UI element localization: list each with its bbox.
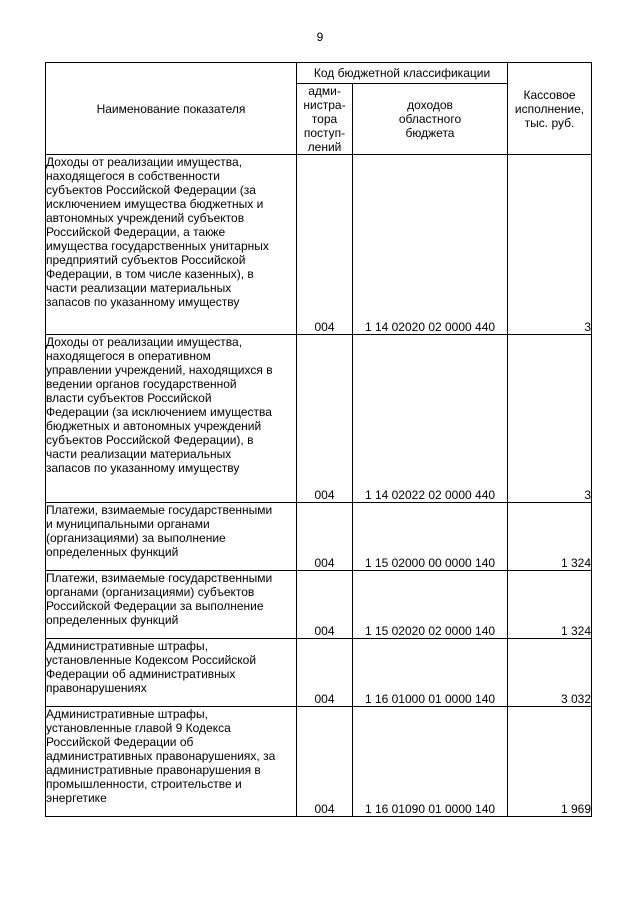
row-cash-execution: 3 032 (508, 639, 592, 707)
row-income-code: 1 16 01090 01 0000 140 (353, 707, 508, 817)
row-admin-code: 004 (297, 571, 353, 639)
row-cash-execution: 1 324 (508, 571, 592, 639)
row-admin-code: 004 (297, 503, 353, 571)
table-row (46, 707, 592, 817)
page-number: 9 (316, 30, 324, 44)
row-indicator-name: Платежи, взимаемые государственными органами (организациями) субъектов Российской Федерации за выполнение определенных функций (46, 571, 297, 639)
row-income-code: 1 15 02020 02 0000 140 (353, 571, 508, 639)
row-indicator-name: Платежи, взимаемые государственными и муниципальными органами (организациями) за выполнение определенных функций (46, 503, 297, 571)
row-admin-code: 004 (297, 639, 353, 707)
row-admin-code: 004 (297, 335, 353, 503)
table-row (46, 503, 592, 571)
table-row (46, 155, 592, 335)
row-indicator-name: Доходы от реализации имущества, находящегося в собственности субъектов Российской Федерации (за исключением имущества бюджетных и автономных учреждений субъектов Российской Федерации, а также имущества государственных унитарных предприятий субъектов Российской Федерации, в том числе казенных), в части реализации материальных запасов по указанному имуществу (46, 155, 297, 335)
table-body (46, 155, 592, 817)
header-classification-code: Код бюджетной классификации (297, 63, 508, 84)
row-cash-execution: 3 (508, 335, 592, 503)
row-admin-code: 004 (297, 707, 353, 817)
budget-table (45, 62, 592, 817)
row-cash-execution: 3 (508, 155, 592, 335)
row-indicator-name: Доходы от реализации имущества, находящегося в оперативном управлении учреждений, находящихся в ведении органов государственной власти субъектов Российской Федерации (за исключением имущества бюджетных и автономных учреждений субъектов Российской Федерации), в части реализации материальных запасов по указанному имуществу (46, 335, 297, 503)
row-income-code: 1 16 01000 01 0000 140 (353, 639, 508, 707)
table-row (46, 335, 592, 503)
row-income-code: 1 14 02022 02 0000 440 (353, 335, 508, 503)
row-cash-execution: 1 324 (508, 503, 592, 571)
row-indicator-name: Административные штрафы, установленные главой 9 Кодекса Российской Федерации об административных правонарушениях, за административные правонарушения в промышленности, строительстве и энергетике (46, 707, 297, 817)
header-admin-code: адми- нистра- тора поступ- лений (297, 84, 353, 155)
header-income-code: доходов областного бюджета (353, 84, 508, 155)
header-cash-execution: Кассовое исполнение, тыс. руб. (508, 63, 592, 155)
table-row (46, 571, 592, 639)
header-indicator-name: Наименование показателя (46, 63, 297, 155)
table-header (46, 63, 592, 155)
row-admin-code: 004 (297, 155, 353, 335)
row-cash-execution: 1 969 (508, 707, 592, 817)
row-income-code: 1 15 02000 00 0000 140 (353, 503, 508, 571)
row-income-code: 1 14 02020 02 0000 440 (353, 155, 508, 335)
table-row (46, 639, 592, 707)
row-indicator-name: Административные штрафы, установленные Кодексом Российской Федерации об административных правонарушениях (46, 639, 297, 707)
